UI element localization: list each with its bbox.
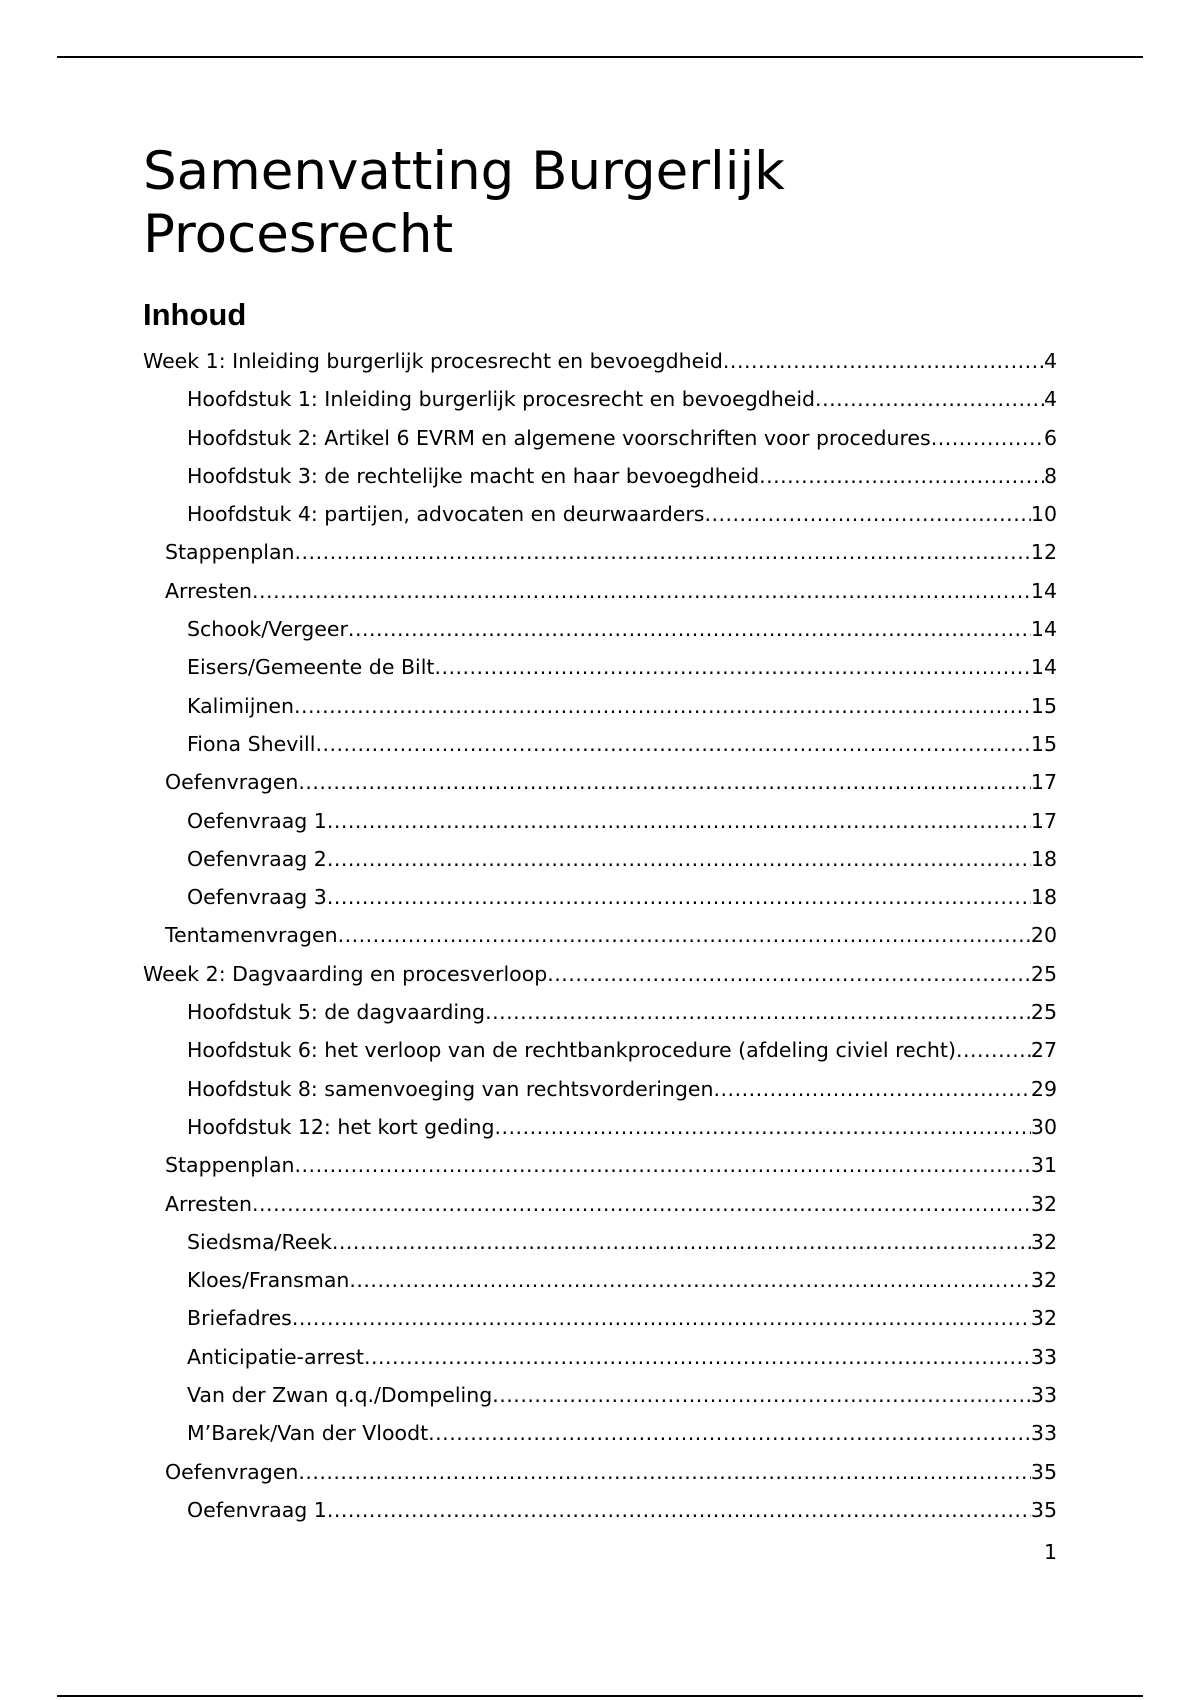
toc-entry-title: Oefenvragen — [165, 770, 299, 795]
toc-entry-title: Hoofdstuk 6: het verloop van de rechtbankprocedure (afdeling civiel recht) — [187, 1038, 956, 1063]
toc-dot-leader — [292, 1299, 1031, 1337]
toc-entry[interactable] — [143, 457, 1057, 495]
toc-entry[interactable] — [143, 1070, 1057, 1108]
toc-dot-leader — [931, 419, 1044, 457]
toc-entry-page: 32 — [1030, 1229, 1057, 1254]
toc-entry[interactable] — [143, 1414, 1057, 1452]
toc-dot-leader — [295, 533, 1031, 571]
toc-entry-title: Oefenvraag 2 — [187, 846, 327, 871]
footer-rule — [57, 1695, 1143, 1697]
toc-dot-leader — [428, 1414, 1031, 1452]
toc-dot-leader — [495, 1108, 1031, 1146]
toc-dot-leader — [338, 916, 1031, 954]
toc-dot-leader — [492, 1376, 1031, 1414]
toc-dot-leader — [349, 1261, 1031, 1299]
toc-entry[interactable] — [143, 840, 1057, 878]
toc-entry-title: Oefenvragen — [165, 1459, 299, 1484]
toc-entry-page: 17 — [1030, 770, 1057, 795]
toc-entry-page: 32 — [1030, 1306, 1057, 1331]
toc-entry-page: 20 — [1030, 923, 1057, 948]
toc-entry-title: Oefenvraag 1 — [187, 808, 327, 833]
toc-dot-leader — [252, 1185, 1031, 1223]
document-body — [143, 140, 1057, 1529]
toc-entry-title: Hoofdstuk 8: samenvoeging van rechtsvorderingen — [187, 1076, 714, 1101]
toc-entry-title: Kalimijnen — [187, 693, 294, 718]
toc-entry-title: Hoofdstuk 3: de rechtelijke macht en haar bevoegdheid — [187, 463, 760, 488]
toc-entry[interactable] — [143, 878, 1057, 916]
toc-dot-leader — [759, 457, 1044, 495]
toc-dot-leader — [295, 1146, 1031, 1184]
toc-entry-title: Arresten — [165, 1191, 253, 1216]
toc-entry-title: Hoofdstuk 4: partijen, advocaten en deurwaarders — [187, 502, 705, 527]
toc-entry-title: Anticipatie-arrest — [187, 1344, 364, 1369]
toc-entry-title: Stappenplan — [165, 1153, 295, 1178]
toc-entry-title: Week 1: Inleiding burgerlijk procesrecht en bevoegdheid — [143, 349, 723, 373]
toc-entry[interactable] — [143, 1453, 1057, 1491]
toc-entry-title: Hoofdstuk 2: Artikel 6 EVRM en algemene voorschriften voor procedures — [187, 425, 931, 450]
toc-entry-page: 30 — [1030, 1114, 1057, 1139]
toc-dot-leader — [298, 1453, 1031, 1491]
toc-entry-title: Hoofdstuk 5: de dagvaarding — [187, 1000, 486, 1025]
toc-entry[interactable] — [143, 1031, 1057, 1069]
document-title: Samenvatting Burgerlijk Procesrecht — [143, 141, 785, 265]
toc-entry-page: 27 — [1030, 1038, 1057, 1063]
toc-entry-title: Hoofdstuk 12: het kort geding — [187, 1114, 495, 1139]
toc-entry-title: Schook/Vergeer — [187, 617, 348, 642]
toc-dot-leader — [485, 993, 1031, 1031]
toc-entry-page: 32 — [1030, 1191, 1057, 1216]
toc-entry[interactable] — [143, 916, 1057, 954]
toc-dot-leader — [364, 1338, 1031, 1376]
toc-dot-leader — [327, 878, 1031, 916]
toc-entry[interactable] — [143, 1491, 1057, 1529]
header-rule — [57, 56, 1143, 58]
toc-entry-page: 25 — [1030, 961, 1057, 986]
toc-entry-title: Hoofdstuk 1: Inleiding burgerlijk procesrecht en bevoegdheid — [187, 387, 816, 412]
toc-entry[interactable] — [143, 533, 1057, 571]
toc-entry-title: Stappenplan — [165, 540, 295, 565]
toc-dot-leader — [956, 1031, 1031, 1069]
toc-entry[interactable] — [143, 1261, 1057, 1299]
toc-entry-page: 33 — [1030, 1383, 1057, 1408]
toc-dot-leader — [294, 687, 1031, 725]
toc-entry[interactable] — [143, 1223, 1057, 1261]
toc-entry-page: 6 — [1043, 425, 1057, 450]
toc-dot-leader — [332, 1223, 1031, 1261]
toc-entry-page: 4 — [1043, 387, 1057, 412]
toc-entry[interactable] — [143, 1338, 1057, 1376]
toc-dot-leader — [298, 763, 1031, 801]
toc-entry[interactable] — [143, 1376, 1057, 1414]
toc-entry[interactable] — [143, 955, 1057, 993]
page-number: 1 — [1043, 1540, 1057, 1564]
toc-entry-page: 32 — [1030, 1268, 1057, 1293]
toc-entry-page: 18 — [1030, 846, 1057, 871]
toc-entry-page: 8 — [1043, 463, 1057, 488]
toc-entry[interactable] — [143, 380, 1057, 418]
toc-entry[interactable] — [143, 648, 1057, 686]
toc-entry-page: 12 — [1030, 540, 1057, 565]
toc-dot-leader — [815, 380, 1044, 418]
toc-entry-title: Tentamenvragen — [165, 923, 338, 948]
toc-entry-page: 35 — [1030, 1459, 1057, 1484]
toc-dot-leader — [327, 840, 1031, 878]
toc-entry-title: Arresten — [165, 578, 253, 603]
toc-entry[interactable] — [143, 610, 1057, 648]
toc-entry-page: 4 — [1043, 349, 1057, 373]
toc-entry-page: 14 — [1030, 617, 1057, 642]
toc-entry-title: Siedsma/Reek — [187, 1229, 332, 1254]
toc-dot-leader — [252, 572, 1031, 610]
toc-entry-title: Van der Zwan q.q./Dompeling — [187, 1383, 493, 1408]
toc-entry-title: Week 2: Dagvaarding en procesverloop — [143, 961, 548, 986]
toc-dot-leader — [547, 955, 1031, 993]
toc-entry-page: 33 — [1030, 1421, 1057, 1446]
toc-entry[interactable] — [143, 419, 1057, 457]
toc-entry-page: 31 — [1030, 1153, 1057, 1178]
toc-entry-title: Eisers/Gemeente de Bilt — [187, 655, 435, 680]
toc-entry[interactable] — [143, 993, 1057, 1031]
toc-heading: Inhoud — [143, 297, 247, 332]
toc-dot-leader — [704, 495, 1030, 533]
toc-entry-title: Oefenvraag 1 — [187, 1497, 327, 1522]
toc-dot-leader — [434, 648, 1030, 686]
toc-entry-page: 15 — [1030, 731, 1057, 756]
toc-entry[interactable] — [143, 495, 1057, 533]
toc-entry-page: 33 — [1030, 1344, 1057, 1369]
toc-dot-leader — [723, 342, 1044, 380]
toc-entry[interactable] — [143, 1108, 1057, 1146]
toc-entry-title: M’Barek/Van der Vloodt — [187, 1421, 429, 1446]
toc-dot-leader — [327, 802, 1031, 840]
toc-entry-page: 18 — [1030, 885, 1057, 910]
toc-dot-leader — [348, 610, 1031, 648]
toc-dot-leader — [327, 1491, 1031, 1529]
toc-entry-page: 17 — [1030, 808, 1057, 833]
toc-entry-page: 10 — [1030, 502, 1057, 527]
toc-entry[interactable] — [143, 763, 1057, 801]
toc-entry-page: 14 — [1030, 655, 1057, 680]
toc-entry[interactable] — [143, 802, 1057, 840]
toc-entry-page: 25 — [1030, 1000, 1057, 1025]
toc-entry-page: 14 — [1030, 578, 1057, 603]
toc-entry-title: Fiona Shevill — [187, 731, 316, 756]
toc-entry[interactable] — [143, 1299, 1057, 1337]
toc-entry-page: 35 — [1030, 1497, 1057, 1522]
toc-entry-title: Kloes/Fransman — [187, 1268, 350, 1293]
toc-entry[interactable] — [143, 687, 1057, 725]
toc-entry[interactable] — [143, 725, 1057, 763]
toc-entry-page: 15 — [1030, 693, 1057, 718]
toc-entry-title: Briefadres — [187, 1306, 292, 1331]
toc-entry[interactable] — [143, 342, 1057, 380]
toc-entry[interactable] — [143, 572, 1057, 610]
toc-dot-leader — [714, 1070, 1031, 1108]
toc-entry-title: Oefenvraag 3 — [187, 885, 327, 910]
toc-entry[interactable] — [143, 1146, 1057, 1184]
toc-dot-leader — [315, 725, 1030, 763]
toc-entry-page: 29 — [1030, 1076, 1057, 1101]
toc-entry[interactable] — [143, 1185, 1057, 1223]
table-of-contents — [143, 342, 1057, 1529]
